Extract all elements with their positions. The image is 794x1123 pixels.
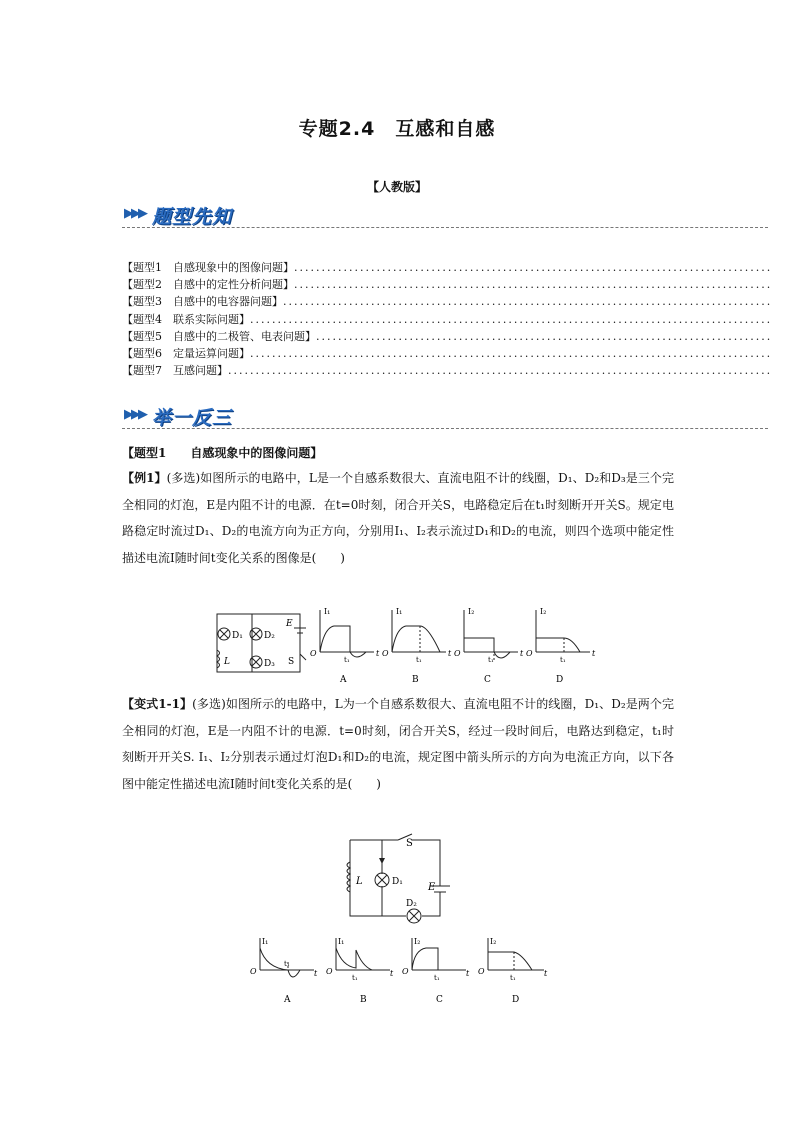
leader-dots	[294, 276, 770, 293]
svg-text:t₁: t₁	[344, 656, 350, 664]
svg-text:B: B	[412, 675, 419, 685]
svg-text:A: A	[284, 995, 291, 1005]
label-d2: D₂	[264, 631, 275, 641]
chevrons-icon: ▶▶▶	[124, 206, 145, 221]
toc-item[interactable]: 【题型2 自感中的定性分析问题】 .....	[122, 276, 770, 293]
svg-text:E: E	[428, 882, 436, 893]
svg-text:A: A	[340, 675, 347, 685]
svg-text:t: t	[390, 969, 394, 978]
variant-label: 【变式1-1】	[122, 697, 193, 711]
leader-dots	[250, 345, 770, 362]
banner-toc	[122, 202, 768, 228]
leader-dots	[283, 293, 770, 310]
graph-c	[454, 607, 524, 685]
leader-dots	[294, 259, 770, 276]
variant-1-1	[122, 691, 674, 797]
svg-text:t₁: t₁	[510, 974, 516, 982]
svg-text:t: t	[448, 649, 452, 658]
svg-text:I₁: I₁	[338, 937, 345, 946]
svg-text:D: D	[556, 675, 564, 685]
toc-item[interactable]: 【题型4 联系实际问题】 .....	[122, 311, 770, 328]
toc-item[interactable]: 【题型6 定量运算问题】 .....	[122, 345, 770, 362]
svg-text:t₁: t₁	[560, 656, 566, 664]
section-heading: 【题型1 自感现象中的图像问题】	[122, 446, 323, 460]
variant-text: (多选)如图所示的电路中，L为一个自感系数很大、直流电阻不计的线圈，D₁、D₂是两个完全相同的灯泡，E是一内阻不计的电源．t=0时刻，闭合开关S，经过一段时间后，电路达到稳定，t₁时刻断开开关S. I₁、I₂分别表示通过灯泡D₁和D₂的电流，规定图中箭头所示的方向为电流正方向，以下各图中能定性描述电流I随时间t变化关系的是( )	[122, 697, 674, 791]
label-l: L	[224, 657, 230, 667]
graph-b	[326, 937, 394, 1005]
svg-text:I₂: I₂	[468, 607, 475, 616]
leader-dots	[250, 311, 770, 328]
figure-2-graphs	[246, 936, 556, 1006]
toc-item[interactable]: 【题型1 自感现象中的图像问题】 .....	[122, 259, 770, 276]
chevrons-icon: ▶▶▶	[124, 407, 145, 422]
example-label: 【例1】	[122, 471, 167, 485]
edition-label: 【人教版】	[366, 180, 427, 194]
svg-text:O: O	[526, 649, 533, 658]
svg-text:O: O	[454, 649, 461, 658]
svg-text:t₁: t₁	[352, 974, 358, 982]
svg-text:L: L	[356, 876, 363, 887]
label-e: E	[286, 619, 293, 629]
svg-text:O: O	[478, 967, 485, 976]
graph-d	[478, 937, 548, 1005]
svg-text:O: O	[382, 649, 389, 658]
example-text: (多选)如图所示的电路中，L是一个自感系数很大、直流电阻不计的线圈，D₁、D₂和D₃是三个完全相同的灯泡，E是内阻不计的电源．在t=0时刻，闭合开关S，电路稳定后在t₁时刻断开开关S。规定电路稳定时流过D₁、D₂的电流方向为正方向，分别用I₁、I₂表示流过D₁和D₂的电流，则四个选项中能定性描述电流I随时间t变化关系的图像是( )	[122, 471, 674, 565]
banner-rule	[122, 428, 768, 429]
toc-item[interactable]: 【题型7 互感问题】 .....	[122, 362, 770, 379]
svg-text:I₁: I₁	[396, 607, 403, 616]
svg-text:I₂: I₂	[540, 607, 547, 616]
banner-rule	[122, 227, 768, 228]
banner-practice-title: 举一反三	[152, 407, 233, 429]
svg-text:C: C	[484, 675, 491, 685]
leader-dots	[228, 362, 770, 379]
svg-text:t₁: t₁	[488, 656, 494, 664]
svg-text:I₂: I₂	[490, 937, 497, 946]
svg-text:O: O	[310, 649, 317, 658]
figure-1	[212, 606, 612, 688]
label-s: S	[288, 657, 295, 667]
svg-text:I₁: I₁	[324, 607, 331, 616]
svg-text:t₁: t₁	[434, 974, 440, 982]
svg-text:t: t	[466, 969, 470, 978]
svg-text:S: S	[406, 838, 413, 849]
table-of-contents	[122, 259, 770, 379]
banner-toc-title: 题型先知	[152, 206, 233, 228]
svg-text:O: O	[326, 967, 333, 976]
graph-a	[310, 607, 380, 685]
svg-text:B: B	[360, 995, 367, 1005]
graph-b	[382, 607, 452, 685]
svg-text:I₁: I₁	[262, 937, 269, 946]
banner-practice	[122, 403, 768, 429]
svg-text:O: O	[250, 967, 257, 976]
svg-text:t: t	[544, 969, 548, 978]
page-title: 专题2.4 互感和自感	[298, 118, 496, 140]
svg-text:t₁: t₁	[284, 960, 290, 968]
svg-text:O: O	[402, 967, 409, 976]
graph-a	[250, 937, 318, 1005]
svg-text:D₁: D₁	[392, 877, 403, 887]
svg-text:t: t	[592, 649, 596, 658]
example-1	[122, 465, 674, 571]
graph-c	[402, 937, 470, 1005]
svg-text:D₂: D₂	[406, 899, 417, 909]
svg-text:t: t	[520, 649, 524, 658]
graph-d	[526, 607, 596, 685]
svg-text:t: t	[314, 969, 318, 978]
label-d3: D₃	[264, 659, 275, 669]
figure-2-circuit	[330, 828, 460, 926]
label-d1: D₁	[232, 631, 243, 641]
svg-text:D: D	[512, 995, 520, 1005]
svg-text:C: C	[436, 995, 443, 1005]
toc-item[interactable]: 【题型3 自感中的电容器问题】 .....	[122, 293, 770, 310]
svg-text:t: t	[376, 649, 380, 658]
leader-dots	[316, 328, 770, 345]
svg-text:I₂: I₂	[414, 937, 421, 946]
toc-item[interactable]: 【题型5 自感中的二极管、电表问题】 .....	[122, 328, 770, 345]
svg-text:t₁: t₁	[416, 656, 422, 664]
